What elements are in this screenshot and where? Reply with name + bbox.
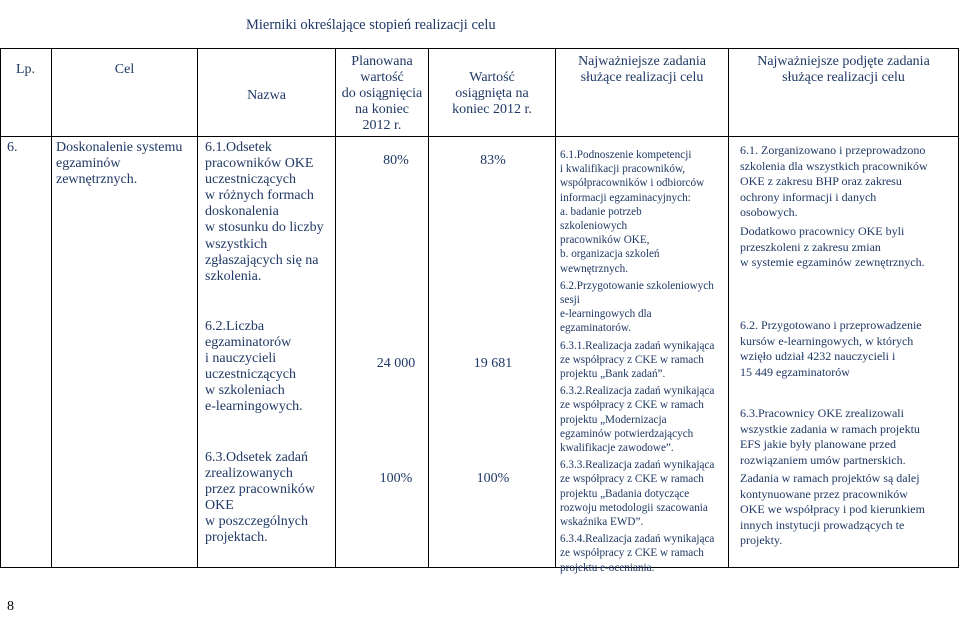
header-nazwa: Nazwa [247,88,286,103]
header-planowana-line: 2012 r. [362,117,402,133]
row-cel-line: Doskonalenie systemu [56,140,183,155]
row-podjete-line: Dodatkowo pracownicy OKE byli [740,224,905,238]
row-zadania-line: sesji [560,294,580,307]
header-zadania-line: Najważniejsze zadania [578,54,706,69]
header-podjete-line: Najważniejsze podjęte zadania [757,54,930,69]
row-zadania-line: ze współpracy z CKE w ramach [560,399,704,412]
row-podjete-line: 15 449 egzaminatorów [740,364,850,379]
row-nazwa-6-3 [205,450,315,547]
row-zadania-line: 6.3.3.Realizacja zadań wynikająca [560,459,715,472]
row-podjete-line: wszystkie zadania w ramach projektu [740,421,920,436]
row-zadania-line: ze współpracy z CKE w ramach [560,547,704,560]
col-sep-1 [51,48,52,568]
row-podjete-line: projekty. [740,533,783,547]
row-podjete-dodatkowo [740,224,925,271]
table-border-bottom [0,567,959,568]
header-cel: Cel [114,62,135,77]
row-nazwa-line: e-learningowych. [205,399,303,415]
row-nazwa-line: pracowników OKE [205,156,314,172]
header-osiagnieta-line: koniec 2012 r. [452,101,532,117]
row-zadania-line: wewnętrznych. [560,262,629,275]
row-nazwa-line: doskonalenia [205,204,279,220]
row-zadania-line: współpracowników i odbiorców [560,177,705,190]
row-zadania-line: i kwalifikacji pracowników, [560,163,686,176]
header-planowana-line: Planowana [351,54,413,69]
row-nazwa-line: w szkoleniach [205,383,285,399]
row-podjete-6-3 [740,406,920,468]
achieved-value-6-2: 19 681 [473,356,513,371]
achieved-value-6-3: 100% [476,471,510,486]
col-sep-2 [197,48,198,568]
row-nazwa-line: zrealizowanych [205,466,293,482]
header-planowana [336,54,428,134]
row-podjete-line: osobowych. [740,205,798,219]
row-podjete-line: 6.2. Przygotowano i przeprowadzenie [740,318,922,332]
row-podjete-line: 6.1. Zorganizowano i przeprowadzono [740,143,926,157]
row-nazwa-line: w stosunku do liczby [205,220,324,236]
row-podjete-kontynuacja [740,471,925,549]
header-lp: Lp. [15,62,36,77]
header-planowana-line: wartość [360,69,404,85]
row-nazwa-line: zgłaszających się na [205,252,319,268]
row-zadania-line: wskaźnika EWD”. [560,516,644,529]
row-cel-line: zewnętrznych. [56,172,138,188]
row-podjete-6-2 [740,318,922,380]
table-border-left [0,48,1,568]
row-zadania-line: egzaminatorów. [560,322,632,335]
header-podjete-line: służące realizacji celu [782,70,905,86]
row-podjete-line: OKE z zakresu BHP oraz zakresu [740,174,902,188]
col-sep-6 [728,48,729,568]
row-zadania-line: b. organizacja szkoleń [560,248,660,261]
header-osiagnieta [429,70,555,118]
table-border-header-bottom [0,136,959,137]
row-zadania [560,148,714,575]
row-nazwa-line: egzaminatorów [205,335,292,351]
row-podjete-line: EFS jakie były planowane przed [740,437,896,451]
row-nazwa-line: przez pracowników [205,482,316,498]
row-podjete-line: 6.3.Pracownicy OKE zrealizowali [740,406,904,420]
row-podjete-line: szkolenia dla wszystkich pracowników [740,158,928,173]
col-sep-4 [428,48,429,568]
table-title: Mierniki określające stopień realizacji celu [246,17,496,33]
row-nazwa-line: 6.2.Liczba [205,319,265,334]
row-nazwa-line: w poszczególnych [205,514,309,530]
row-nazwa-line: OKE [205,498,234,514]
header-planowana-line: na koniec [354,101,410,117]
row-zadania-line: pracowników OKE, [560,234,650,247]
row-zadania-line: ze współpracy z CKE w ramach [560,473,704,486]
row-podjete-line: w systemie egzaminów zewnętrznych. [740,255,925,269]
row-nazwa-line: 6.1.Odsetek [205,140,272,155]
row-zadania-line: informacji egzaminacyjnych: [560,191,691,204]
row-cel [56,140,182,188]
planned-value-6-3: 100% [379,471,413,486]
row-zadania-line: szkoleniowych [560,220,628,233]
header-podjete [729,54,958,86]
row-zadania-line: projektu „Badania dotyczące [560,487,690,500]
header-osiagnieta-line: osiągnięta na [455,85,529,101]
row-zadania-line: kwalifikacje zawodowe”. [560,442,674,455]
row-zadania-line: 6.3.2.Realizacja zadań wynikająca [560,385,715,398]
header-zadania-line: służące realizacji celu [580,70,704,86]
row-nazwa-6-1 [205,140,324,285]
row-cel-line: egzaminów [56,156,121,172]
row-zadania-line: rozwoju metodologii szacowania [560,501,708,514]
row-nazwa-line: w różnych formach [205,188,314,204]
row-podjete-line: innych instytucji prowadzących te [740,517,905,532]
row-nazwa-line: 6.3.Odsetek zadań [205,450,309,465]
header-zadania [556,54,728,86]
row-nazwa-line: uczestniczących [205,172,296,188]
row-nazwa-line: i nauczycieli [205,351,277,367]
row-zadania-line: 6.3.4.Realizacja zadań wynikająca [560,533,715,546]
row-nazwa-line: uczestniczących [205,367,296,383]
row-zadania-line: 6.1.Podnoszenie kompetencji [560,149,692,161]
row-zadania-line: ze współpracy z CKE w ramach [560,353,704,366]
table-border-top [0,48,959,49]
row-podjete-line: ochrony informacji i danych [740,189,877,204]
row-podjete-line: Zadania w ramach projektów są dalej [740,471,920,485]
planned-value-6-1: 80% [383,153,409,168]
row-nazwa-6-2 [205,319,303,416]
row-nazwa-line: wszystkich [205,236,268,252]
row-zadania-line: projektu e-oceniania. [560,561,655,574]
row-podjete-6-1 [740,143,928,221]
row-zadania-line: a. badanie potrzeb [560,205,642,218]
row-zadania-line: projektu „Bank zadań”. [560,368,666,381]
row-podjete-line: kursów e-learningowych, w których [740,333,914,348]
row-nazwa-line: szkolenia. [205,268,262,284]
page-number: 8 [7,599,14,614]
row-podjete-line: kontynuowane przez pracowników [740,486,908,501]
planned-value-6-2: 24 000 [376,356,416,371]
row-zadania-line: 6.2.Przygotowanie szkoleniowych [560,279,714,292]
header-osiagnieta-line: Wartość [469,70,515,85]
row-podjete-line: wzięło udział 4232 nauczycieli i [740,349,896,363]
header-planowana-line: do osiągnięcia [341,85,423,101]
row-lp: 6. [7,140,18,155]
row-nazwa-line: projektach. [205,530,268,546]
col-sep-5 [555,48,556,568]
row-zadania-line: egzaminów potwierdzających [560,427,694,440]
achieved-value-6-1: 83% [480,153,506,168]
row-podjete-line: przeszkoleni z zakresu zmian [740,239,881,254]
row-zadania-line: 6.3.1.Realizacja zadań wynikająca [560,339,715,352]
row-zadania-line: projektu „Modernizacja [560,413,667,426]
row-zadania-line: e-learningowych dla [560,308,652,321]
row-podjete-line: OKE we współpracy i pod kierunkiem [740,502,925,516]
row-podjete-line: rozwiązaniem umów partnerskich. [740,452,906,467]
